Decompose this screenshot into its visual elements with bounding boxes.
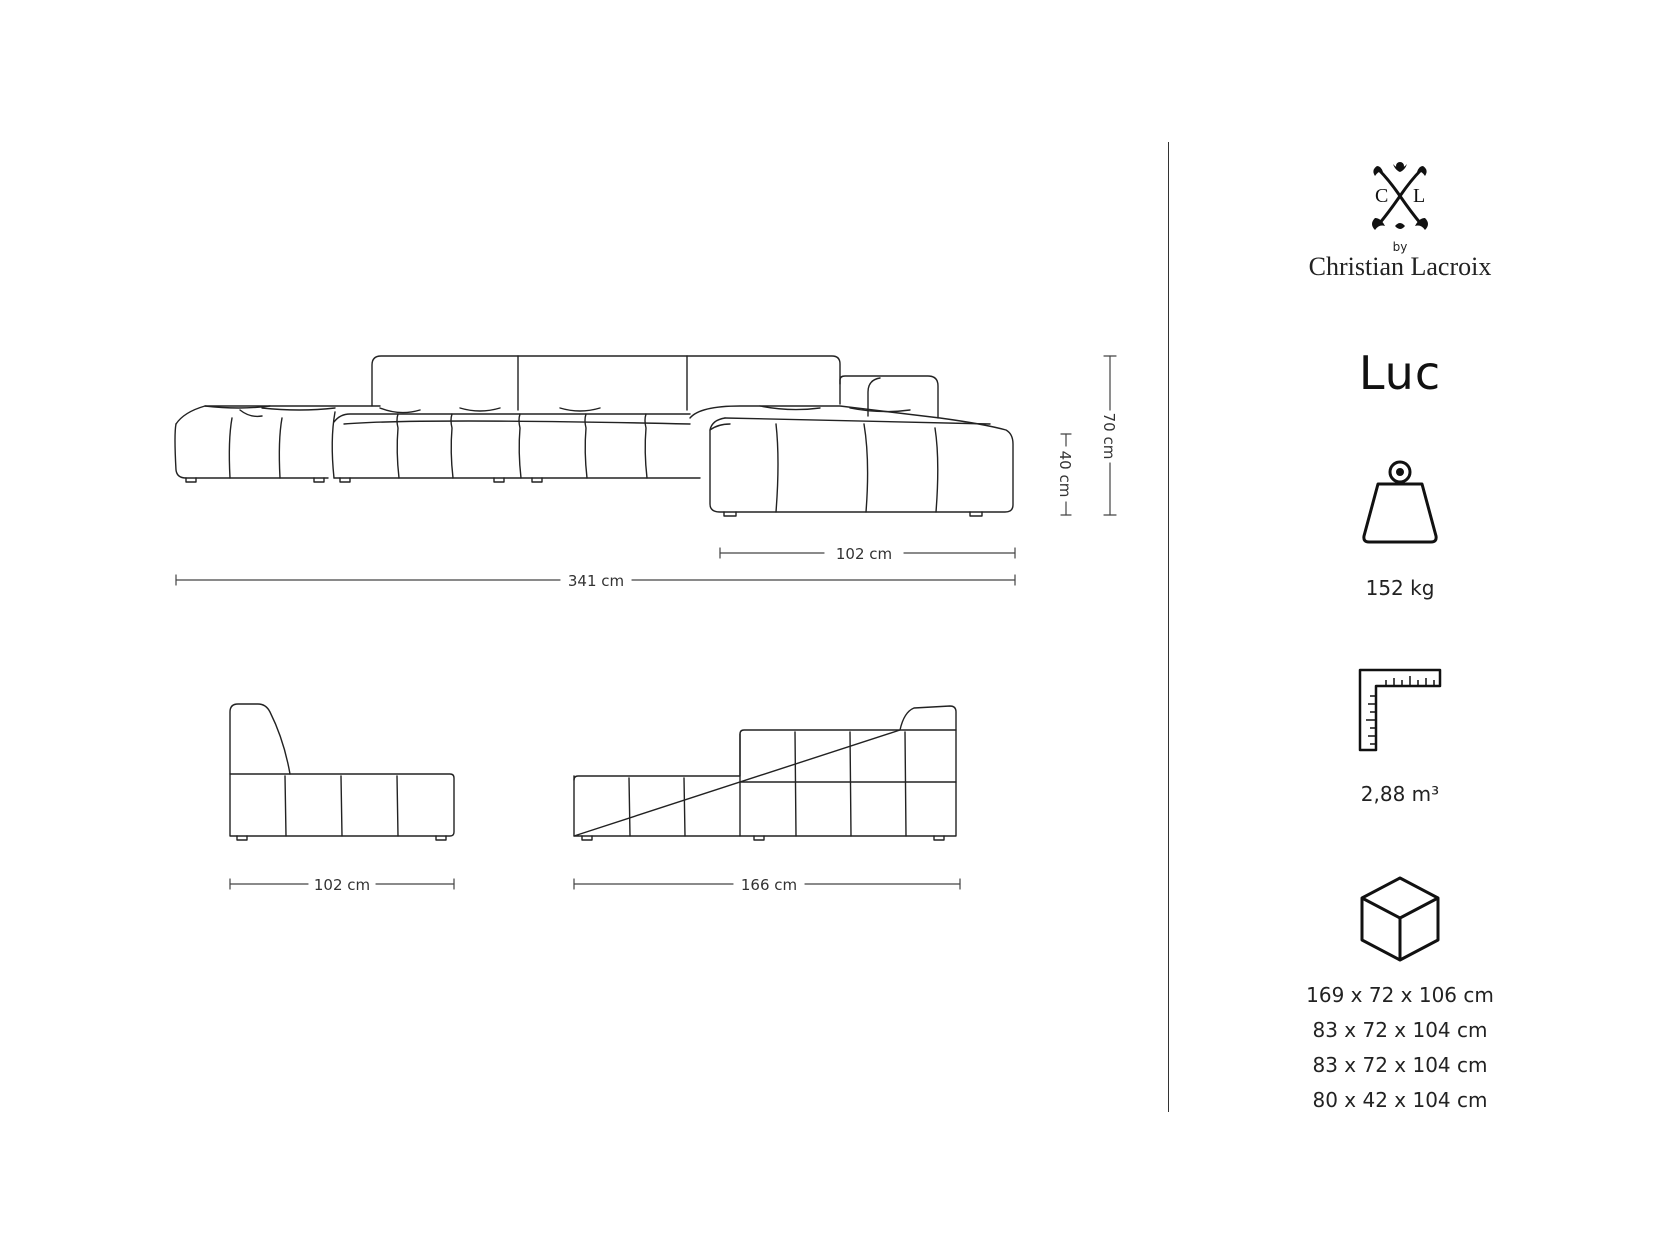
dim-chaise-width: 102 cm (835, 545, 893, 563)
brand-name: Christian Lacroix (1308, 252, 1492, 281)
product-model: Luc (1358, 346, 1442, 400)
package-dimension: 80 x 42 x 104 cm (1312, 1088, 1488, 1112)
svg-text:L: L (1413, 185, 1426, 207)
chaise-side-view (574, 706, 956, 840)
dim-side-depth: 102 cm (313, 876, 371, 894)
ruler-corner-icon (1356, 666, 1444, 754)
svg-text:C: C (1375, 185, 1389, 207)
weight-value: 152 kg (1365, 576, 1435, 600)
sofa-side-view (230, 704, 454, 840)
package-dimension: 83 x 72 x 104 cm (1312, 1018, 1488, 1042)
dim-overall-width: 341 cm (567, 572, 625, 590)
dim-seat-height: 40 cm (1056, 450, 1074, 498)
spec-panel (1180, 140, 1620, 1120)
dim-total-height: 70 cm (1100, 412, 1118, 460)
weight-icon (1358, 458, 1442, 548)
package-dimensions-list (1180, 978, 1620, 1118)
volume-value: 2,88 m³ (1360, 782, 1440, 806)
sofa-front-view (175, 356, 1013, 516)
box-icon (1356, 874, 1444, 964)
dim-chaise-length: 166 cm (740, 876, 798, 894)
brand-by: by (1392, 240, 1408, 254)
panel-divider (1168, 142, 1169, 1112)
package-dimension: 169 x 72 x 106 cm (1306, 983, 1494, 1007)
cxl-logo-icon (1365, 160, 1435, 232)
package-dimension: 83 x 72 x 104 cm (1312, 1053, 1488, 1077)
